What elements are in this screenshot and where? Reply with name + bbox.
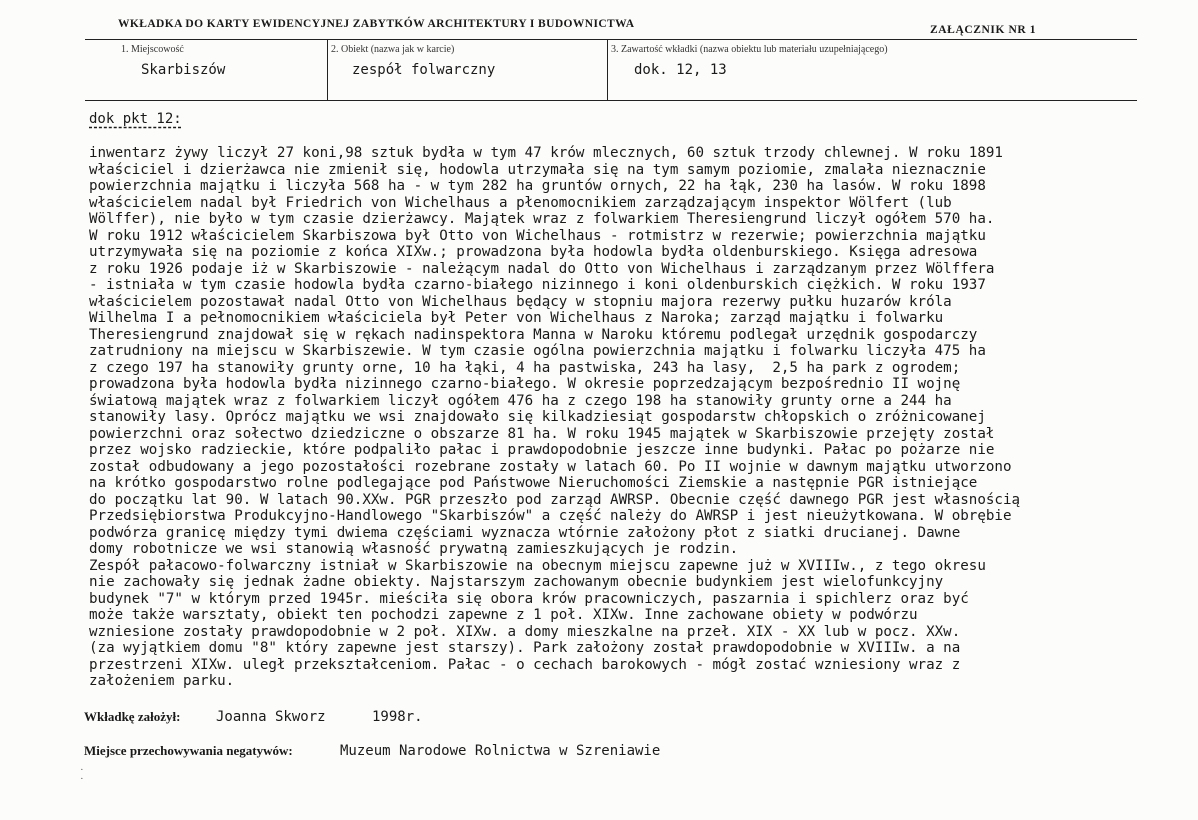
body-line: Wölffer), nie było w tym czasie dzierżawcy. Majątek wraz z folwarkiem Theresiengrund liczył ogółem 570 ha. (89, 211, 995, 227)
body-line: utrzymywała się na poziomie z końca XIXw.; prowadzona była hodowla bydła oldenburskiego. Księga adresowa (89, 244, 978, 260)
body-line: Theresiengrund znajdował się w rękach nadinspektora Manna w Naroku któremu podlegał urzędnik gospodarczy (89, 326, 978, 343)
form-title: WKŁADKA DO KARTY EWIDENCYJNEJ ZABYTKÓW ARCHITEKTURY I BUDOWNICTWA (118, 18, 635, 30)
body-line: może także warsztaty, obiekt ten pochodzi zapewne z 1 poł. XIXw. Inne zachowane obiety w podwórzu (89, 607, 918, 623)
body-line: właścicielem nadal był Friedrich von Wichelhaus a płenomocnikiem zarządzającym inspektor Wölfert (lub (89, 194, 952, 211)
storage-value: Muzeum Narodowe Rolnictwa w Szreniawie (340, 743, 661, 759)
locality-value: Skarbiszów (141, 62, 226, 78)
body-line: właścicielem pozostawał nadal Otto von Wichelhaus będący w stopniu majora rezerwy pułku huzarów króla (89, 293, 952, 310)
header-cell-object (327, 40, 608, 100)
object-value: zespół folwarczny (352, 62, 496, 78)
section-heading: dok pkt 12: (89, 111, 182, 127)
body-line: do początku lat 90. W latach 90.XXw. PGR przeszło pod zarząd AWRSP. Obecnie część dawnego PGR jest własnością (89, 491, 1021, 508)
body-line: stanowiły lasy. Oprócz majątku we wsi znajdowało się kilkadziesiąt gospodarstw chłopskich o zróżnicowanej (89, 409, 986, 425)
annex-label: ZAŁĄCZNIK NR 1 (930, 24, 1037, 36)
author-name: Joanna Skworz (216, 709, 326, 725)
body-line: przestrzeni XIXw. uległ przekształceniom. Pałac - o cechach barokowych - mógł zostać wzniesiony wraz z (89, 656, 961, 673)
contents-value: dok. 12, 13 (634, 62, 727, 78)
body-line: przez wojsko radzieckie, które podpaliło pałac i prawdopodobnie jeszcze inne budynki. Pałac po pożarze nie (89, 442, 995, 458)
body-line: światową majątek wraz z folwarkiem liczył ogółem 476 ha z czego 198 ha stanowiły grunty orne a 244 ha (89, 392, 952, 409)
body-text (89, 145, 1149, 690)
locality-label: 1. Miejscowość (121, 44, 184, 55)
body-line: domy robotnicze we wsi stanowią własność prywatną zamieszkujących je rodzin. (89, 541, 739, 557)
footer-storage-row (84, 742, 661, 760)
body-line: (za wyjątkiem domu "8" który zapewne jest starszy). Park założony został prawdopodobnie w XVIIIw. a na (89, 640, 961, 656)
body-line: zatrudniony na miejscu w Skarbiszewie. W tym czasie ogólna powierzchnia majątku i folwarku liczyła 475 ha (89, 343, 986, 359)
body-line: na krótko gospodarstwo rolne podlegające pod Państwowe Nieruchomości Ziemskie a następnie PGR istniejące (89, 475, 978, 491)
body-line: prowadzona była hodowla bydła nizinnego czarno-białego. W okresie poprzedzającym bezpośrednio II wojnę (89, 376, 961, 392)
body-line: Wilhelma I a pełnomocnikiem właściciela był Peter von Wichelhaus z Naroka; zarząd majątku i folwarku (89, 310, 944, 326)
storage-label: Miejsce przechowywania negatywów: (84, 743, 293, 758)
body-line: budynek "7" w którym przed 1945r. mieściła się obora krów pracowniczych, paszarnia i spichlerz oraz być (89, 590, 969, 607)
body-line: z roku 1926 podaje iż w Skarbiszowie - należącym nadal do Otto von Wichelhaus i zarządzanym przez Wölffera (89, 260, 995, 277)
body-line: powierzchni oraz sołectwo dziedziczne o obszarze 81 ha. W roku 1945 majątek w Skarbiszowie przejęty został (89, 425, 995, 442)
body-line: z czego 197 ha stanowiły grunty orne, 10 ha łąki, 4 ha pastwiska, 243 ha lasy, 2,5 ha park z ogrodem; (89, 359, 961, 376)
body-line: Zespół pałacowo-folwarczny istniał w Skarbiszowie na obecnym miejscu zapewne już w XVIIIw., z tego okresu (89, 557, 986, 574)
contents-label: 3. Zawartość wkładki (nazwa obiektu lub materiału uzupełniającego) (611, 44, 888, 55)
body-line: Przedsiębiorstwa Produkcyjno-Handlowego "Skarbiszów" a część należy do AWRSP i jest nieużytkowana. W obrębie (89, 508, 1012, 524)
object-label: 2. Obiekt (nazwa jak w karcie) (331, 44, 455, 55)
body-line: został odbudowany a jego pozostałości rozebrane zostały w latach 60. Po II wojnie w dawnym majątku utworzono (89, 458, 1012, 475)
margin-marks: · · (80, 764, 84, 785)
body-line: - istniała w tym czasie hodowla bydła czarno-białego nizinnego i koni oldenburskich ciężkich. W roku 1937 (89, 277, 986, 293)
header-table (85, 39, 1137, 101)
body-line: powierzchnia majątku i liczyła 568 ha - w tym 282 ha gruntów ornych, 22 ha łąk, 230 ha lasów. W roku 1898 (89, 178, 986, 194)
body-line: podwórza granicę między tymi dwiema częściami wyznacza wtórnie założony płot z siatki drucianej. Dawne (89, 524, 961, 541)
author-year: 1998r. (372, 709, 423, 725)
body-line: inwentarz żywy liczył 27 koni,98 sztuk bydła w tym 47 krów mlecznych, 60 sztuk trzody chlewnej. W roku 1891 (89, 145, 1003, 161)
footer-author-row (84, 708, 423, 726)
header-cell-contents (607, 40, 1138, 100)
author-label: Wkładkę założył: (84, 709, 181, 724)
body-line: nie zachowały się jednak żadne obiekty. Najstarszym zachowanym obecnie budynkiem jest wielofunkcyjny (89, 574, 944, 590)
body-line: założeniem parku. (89, 673, 235, 689)
body-line: właściciel i dzierżawca nie zmienił się, hodowla utrzymała się na tym samym poziomie, zmalała nieznacznie (89, 161, 986, 178)
header-cell-locality (85, 40, 327, 100)
body-line: wzniesione zostały prawdopodobnie w 2 poł. XIXw. a domy mieszkalne na przeł. XIX - XX lub w pocz. XXw. (89, 623, 961, 640)
body-line: W roku 1912 właścicielem Skarbiszowa był Otto von Wichelhaus - rotmistrz w rezerwie; powierzchnia majątku (89, 227, 986, 244)
